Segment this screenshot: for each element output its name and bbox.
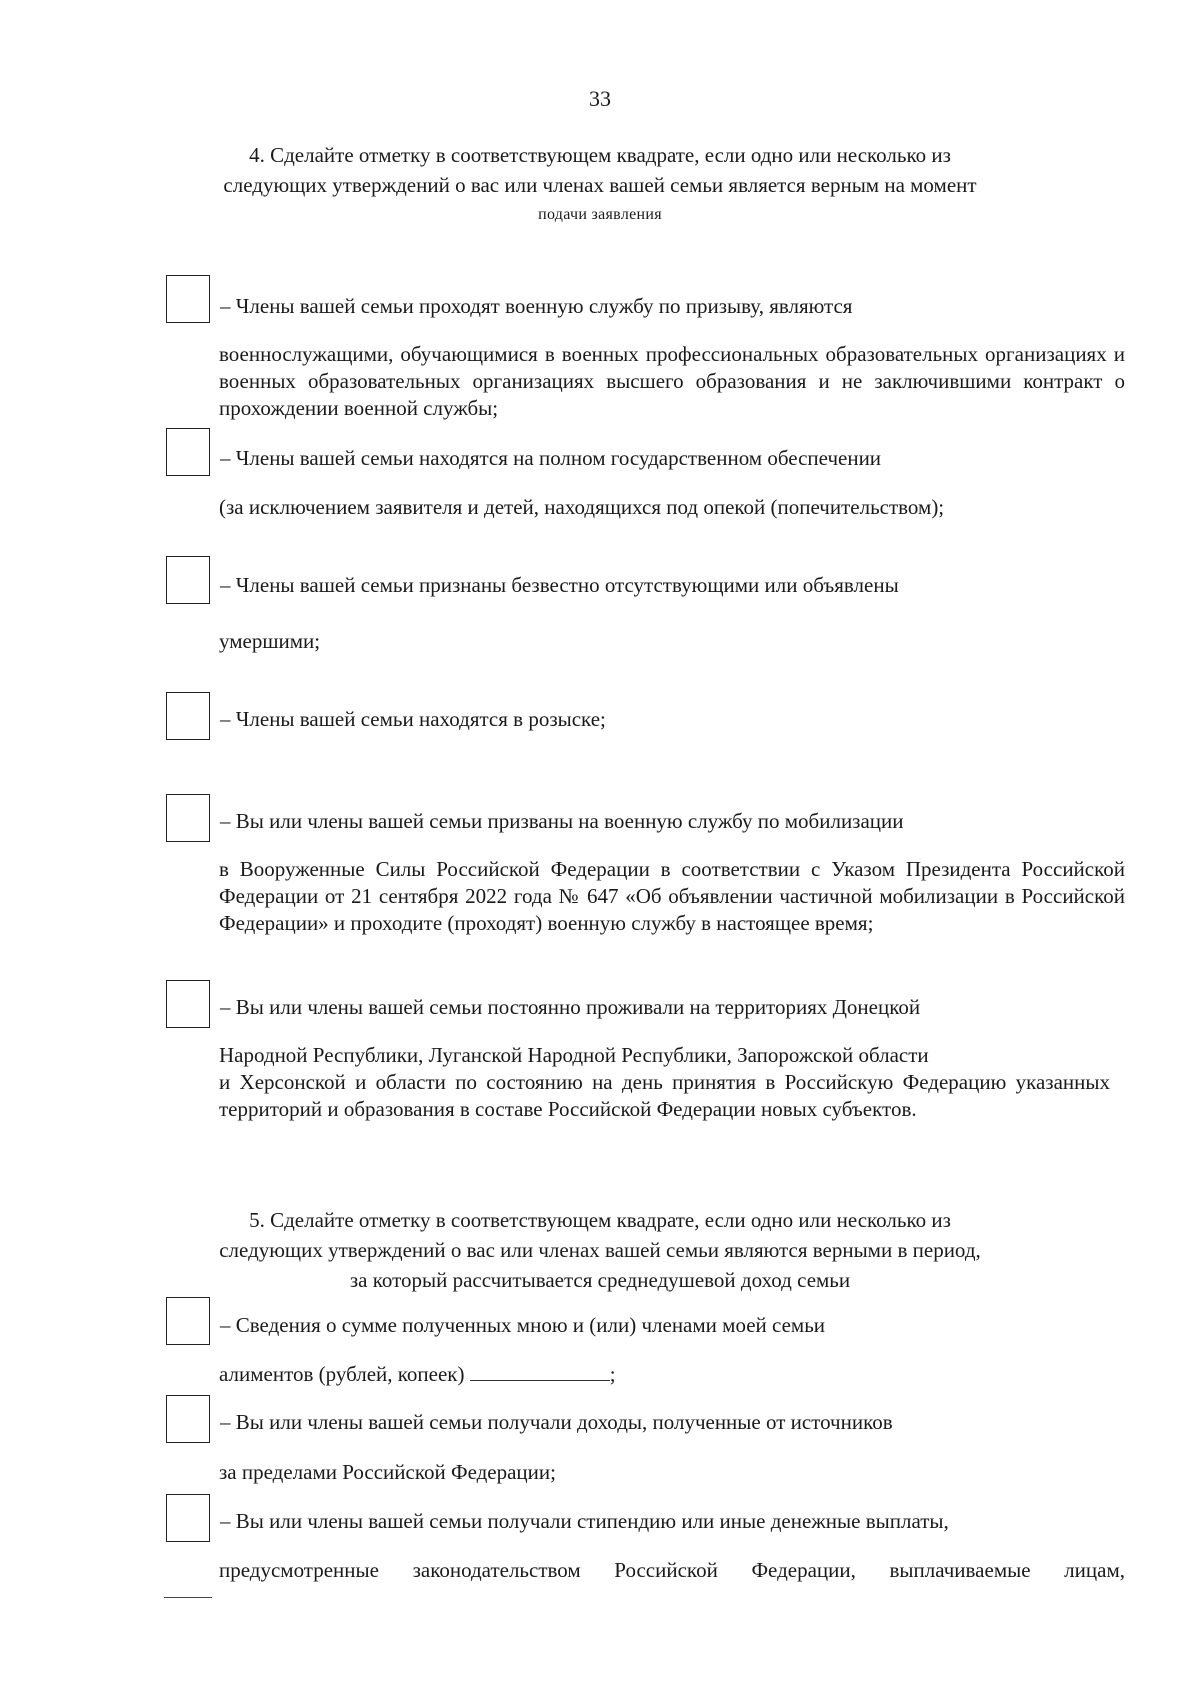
item-scholarship-continuation: предусмотренные законодательством Российской Федерации, выплачиваемые лицам, xyxy=(219,1558,1125,1582)
item-state-support-continuation: (за исключением заявителя и детей, находящихся под опекой (попечительством); xyxy=(219,495,945,519)
alimony-amount-field[interactable] xyxy=(470,1362,610,1381)
item-military-service-line: – Члены вашей семьи проходят военную службу по призыву, являются xyxy=(220,294,853,318)
scan-line-mark xyxy=(164,1597,212,1598)
page-number: 33 xyxy=(589,86,611,111)
item-military-service-continuation: военнослужащими, обучающимися в военных профессиональных образовательных организациях и военных образовательных организациях высшего образования и не заключившими контракт о прохождении военной службы; xyxy=(219,342,1125,420)
item-alimony-continuation xyxy=(219,1361,1125,1388)
item-foreign-income-line: – Вы или члены вашей семьи получали доходы, полученные от источников xyxy=(220,1410,893,1434)
item-mobilization-continuation: в Вооруженные Силы Российской Федерации в соответствии с Указом Президента Российской Федерации от 21 сентября 2022 года № 647 «Об объявлении частичной мобилизации в Российской Федерации» и проходите (проходят) военную службу в настоящее время; xyxy=(219,857,1125,935)
item-new-territories-continuation-first: Народной Республики, Луганской Народной Республики, Запорожской области xyxy=(219,1043,929,1067)
alimony-semicolon: ; xyxy=(609,1362,616,1386)
item-mobilization-line: – Вы или члены вашей семьи призваны на военную службу по мобилизации xyxy=(220,809,904,833)
item-new-territories-continuation-rest: и Херсонской и области по состоянию на день принятия в Российскую Федерацию указанных территорий и образования в составе Российской Федерации новых субъектов. xyxy=(219,1070,1110,1121)
checkbox-wanted[interactable] xyxy=(166,692,210,740)
section-5-heading-line-2: следующих утверждений о вас или членах вашей семьи являются верными в период, xyxy=(219,1238,981,1262)
item-scholarship-line: – Вы или члены вашей семьи получали стипендию или иные денежные выплаты, xyxy=(220,1509,949,1533)
checkbox-foreign-income[interactable] xyxy=(166,1395,210,1443)
item-missing-or-deceased-continuation: умершими; xyxy=(219,629,321,653)
section-5-heading-line-3: за который рассчитывается среднедушевой доход семьи xyxy=(349,1268,851,1292)
section-4-heading-line-3: подачи заявления xyxy=(538,206,662,223)
item-foreign-income-continuation: за пределами Российской Федерации; xyxy=(219,1460,556,1484)
checkbox-new-territories-residence[interactable] xyxy=(166,980,210,1028)
section-4-heading xyxy=(200,140,1000,230)
checkbox-scholarship[interactable] xyxy=(166,1494,210,1542)
item-state-support-line: – Члены вашей семьи находятся на полном государственном обеспечении xyxy=(220,446,882,470)
section-4-heading-line-2: следующих утверждений о вас или членах вашей семьи является верным на момент xyxy=(223,173,977,197)
item-missing-or-deceased-line: – Члены вашей семьи признаны безвестно отсутствующими или объявлены xyxy=(220,573,899,597)
checkbox-missing-or-deceased[interactable] xyxy=(166,556,210,604)
section-5-heading-line-1: 5. Сделайте отметку в соответствующем квадрате, если одно или несколько из xyxy=(249,1208,951,1232)
checkbox-alimony[interactable] xyxy=(166,1297,210,1345)
item-wanted-line: – Члены вашей семьи находятся в розыске; xyxy=(220,707,606,731)
item-alimony-line: – Сведения о сумме полученных мною и (или) членами моей семьи xyxy=(220,1313,826,1337)
item-new-territories-continuation xyxy=(219,1042,1110,1123)
section-4-heading-line-1: 4. Сделайте отметку в соответствующем квадрате, если одно или несколько из xyxy=(249,143,951,167)
checkbox-state-support[interactable] xyxy=(166,428,210,476)
checkbox-mobilization[interactable] xyxy=(166,794,210,842)
item-new-territories-line: – Вы или члены вашей семьи постоянно проживали на территориях Донецкой xyxy=(220,995,921,1019)
section-5-heading xyxy=(160,1205,1040,1295)
alimony-label: алиментов (рублей, копеек) xyxy=(219,1362,465,1386)
checkbox-conscript-military-service[interactable] xyxy=(166,275,210,323)
